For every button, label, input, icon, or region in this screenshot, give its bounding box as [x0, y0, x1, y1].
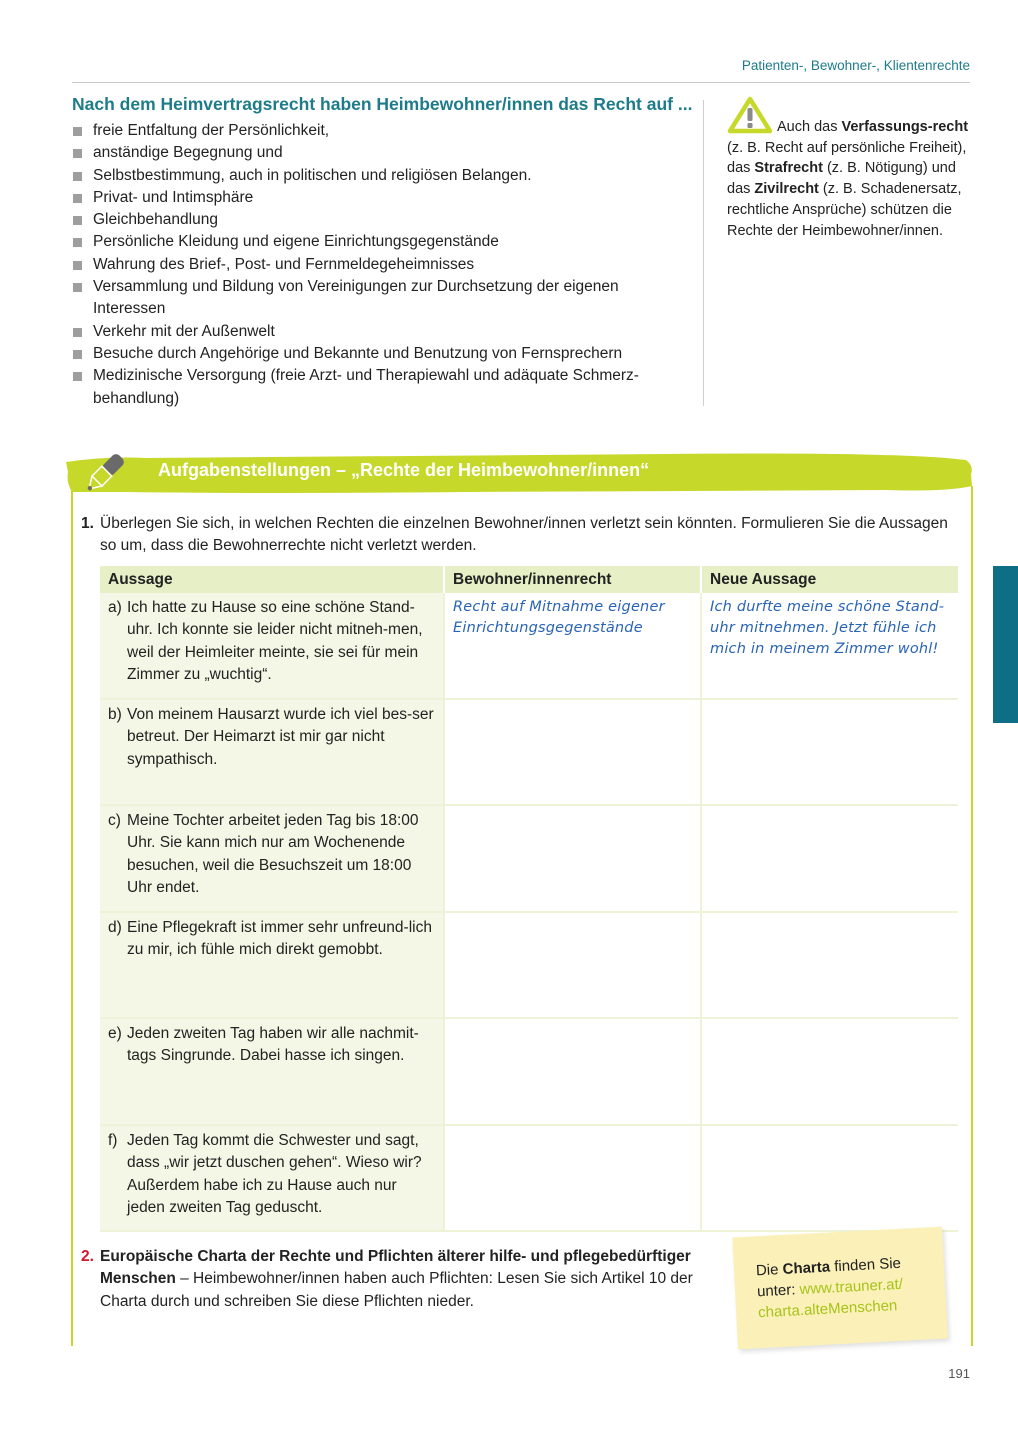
table-row [100, 699, 958, 805]
charta-link[interactable]: www.trauner.at/ charta.alteMenschen [757, 1275, 904, 1322]
statement-cell [100, 699, 444, 805]
info-note: Auch das Verfassungs-recht (z. B. Recht auf persönliche Freiheit), das Strafrecht (z. B. Nötigung) und das Zivilrecht (z. B. Schadenersatz, rechtliche Ansprüche) schützen die Rechte der Heimbewohner/innen. [727, 96, 972, 241]
question-number: 2. [81, 1248, 94, 1265]
rights-item-text: Verkehr mit der Außenwelt [93, 322, 275, 340]
question-2 [81, 1246, 711, 1313]
rights-item-text: Privat- und Intimsphäre [93, 188, 254, 206]
rights-list-item [72, 254, 692, 276]
table-row [100, 912, 958, 1018]
column-divider [703, 100, 704, 406]
header-divider [72, 82, 970, 83]
square-bullet-icon [73, 172, 82, 181]
question-text: Europäische Charta der Rechte und Pflichten älterer hilfe- und pflegebedürftiger Menschen – Heimbewohner/innen haben auch Pflichten: Lesen Sie sich Artikel 10 der Charta durch und schreiben Sie diese Pflichten nieder. [100, 1248, 693, 1310]
square-bullet-icon [73, 261, 82, 270]
rights-list-item [72, 165, 692, 187]
column-header-new-statement: Neue Aussage [701, 566, 958, 593]
new-statement-answer[interactable] [701, 1018, 958, 1125]
rights-item-text: Persönliche Kleidung und eigene Einrichtungsgegenstände [93, 233, 499, 251]
rights-list-item [72, 142, 692, 164]
statement-label: b) [108, 706, 122, 723]
rights-list-item [72, 321, 692, 343]
statement-cell [100, 1018, 444, 1125]
rights-list-item [72, 187, 692, 209]
table-row [100, 1018, 958, 1125]
resident-right-answer[interactable]: Recht auf Mitnahme eigener Einrichtungsgegenstände [444, 593, 701, 699]
square-bullet-icon [73, 216, 82, 225]
column-header-statement: Aussage [100, 566, 444, 593]
statement-cell [100, 912, 444, 1018]
pencil-icon [78, 448, 130, 500]
rights-item-text: Versammlung und Bildung von Vereinigungen zur Durchsetzung der eigenen Interessen [93, 278, 619, 318]
resident-right-answer[interactable] [444, 805, 701, 912]
statement-text: Eine Pflegekraft ist immer sehr unfreund-lich zu mir, ich fühle mich direkt gemobbt. [127, 919, 432, 959]
table-row [100, 1125, 958, 1231]
square-bullet-icon [73, 283, 82, 292]
statement-text: Jeden Tag kommt die Schwester und sagt, dass „wir jetzt duschen gehen“. Wieso wir? Außerdem habe ich zu Hause auch nur jeden zweiten Tag geduscht. [127, 1132, 422, 1216]
rights-table [100, 566, 958, 1232]
rights-item-text: freie Entfaltung der Persönlichkeit, [93, 122, 330, 139]
page-number: 191 [948, 1366, 970, 1381]
section-title: Patienten-, Bewohner-, Klientenrechte [741, 58, 970, 73]
rights-list-item [72, 231, 692, 253]
new-statement-answer[interactable] [701, 699, 958, 805]
statement-label: f) [108, 1132, 118, 1149]
table-row [100, 805, 958, 912]
warning-icon [727, 96, 773, 134]
table-row [100, 593, 958, 699]
statement-label: c) [108, 812, 121, 829]
statement-label: e) [108, 1025, 122, 1042]
statement-cell [100, 1125, 444, 1231]
rights-list-item [72, 276, 692, 321]
statement-text: Ich hatte zu Hause so eine schöne Stand-uhr. Ich konnte sie leider nicht mitneh-men, weil der Heimleiter meinte, sie sei für mein Zimmer zu „wuchtig“. [127, 599, 423, 683]
rights-item-text: Gleichbehandlung [93, 211, 218, 229]
question-number: 1. [81, 515, 94, 532]
square-bullet-icon [73, 372, 82, 381]
rights-list [72, 120, 692, 410]
rights-list-item [72, 120, 692, 142]
resident-right-answer[interactable] [444, 912, 701, 1018]
task-title: Aufgabenstellungen – „Rechte der Heimbewohner/innen“ [158, 460, 650, 480]
statement-cell [100, 805, 444, 912]
rights-item-text: Selbstbestimmung, auch in politischen und religiösen Belangen. [93, 166, 532, 184]
statement-cell [100, 593, 444, 699]
new-statement-answer[interactable] [701, 912, 958, 1018]
new-statement-answer[interactable] [701, 1125, 958, 1231]
rights-item-text: Wahrung des Brief-, Post- und Fernmeldegeheimnisses [93, 255, 475, 273]
rights-item-text: anständige Begegnung und [93, 144, 283, 162]
rights-list-item [72, 343, 692, 365]
table-header-row [100, 566, 958, 593]
sticky-note: Die Charta finden Sie unter: www.trauner.at/ charta.alteMenschen [732, 1227, 948, 1350]
resident-right-answer[interactable] [444, 699, 701, 805]
statement-text: Jeden zweiten Tag haben wir alle nachmit-tags Singrunde. Dabei hasse ich singen. [127, 1025, 419, 1065]
rights-list-item [72, 209, 692, 231]
statement-label: d) [108, 919, 122, 936]
square-bullet-icon [73, 149, 82, 158]
intro-title: Nach dem Heimvertragsrecht haben Heimbewohner/innen das Recht auf ... [72, 94, 693, 114]
square-bullet-icon [73, 328, 82, 337]
rights-item-text: Medizinische Versorgung (freie Arzt- und Therapiewahl und adäquate Schmerz-behandlung) [93, 367, 639, 407]
statement-label: a) [108, 599, 122, 616]
new-statement-answer[interactable]: Ich durfte meine schöne Stand-uhr mitnehmen. Jetzt fühle ich mich in meinem Zimmer wohl! [701, 593, 958, 699]
square-bullet-icon [73, 127, 82, 136]
square-bullet-icon [73, 350, 82, 359]
square-bullet-icon [73, 194, 82, 203]
new-statement-answer[interactable] [701, 805, 958, 912]
square-bullet-icon [73, 238, 82, 247]
question-text: Überlegen Sie sich, in welchen Rechten die einzelnen Bewohner/innen verletzt sein könnten. Formulieren Sie die Aussagen so um, dass die Bewohnerrechte nicht verletzt werden. [100, 515, 948, 555]
chapter-side-tab [993, 566, 1018, 723]
resident-right-answer[interactable] [444, 1018, 701, 1125]
statement-text: Von meinem Hausarzt wurde ich viel bes-ser betreut. Der Heimarzt ist mir gar nicht sympathisch. [127, 706, 434, 768]
resident-right-answer[interactable] [444, 1125, 701, 1231]
question-1 [81, 513, 961, 558]
column-header-right: Bewohner/innenrecht [444, 566, 701, 593]
rights-item-text: Besuche durch Angehörige und Bekannte und Benutzung von Fernsprechern [93, 344, 623, 362]
rights-list-item [72, 365, 692, 410]
statement-text: Meine Tochter arbeitet jeden Tag bis 18:00 Uhr. Sie kann mich nur am Wochenende besuchen, weil die Besuchszeit um 18:00 Uhr endet. [127, 812, 419, 896]
